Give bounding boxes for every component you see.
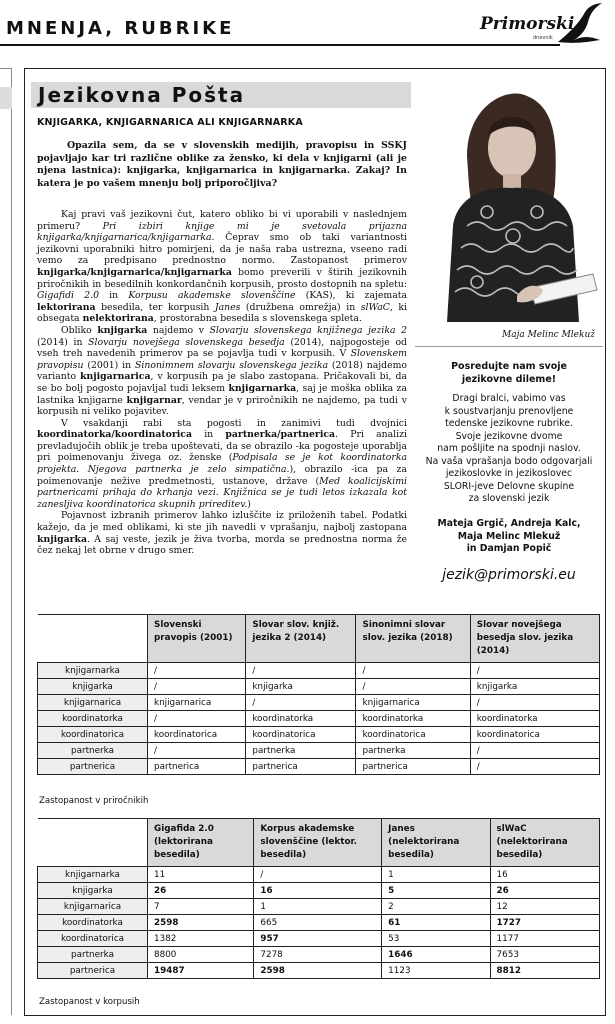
table-header: Gigafida 2.0 (lektorirana besedila)	[148, 819, 254, 867]
table-cell: koordinatorica	[356, 727, 470, 743]
sidebar-invitation: Dragi bralci, vabimo vas k soustvarjanju prenovljene tedenske jezikovne rubrike. Svoje jezikovne dvome nam pošljite na spodnji naslov. Na vaša vprašanja bodo odgovarjali jezikoslovke in jezikoslovec SLORI-jeve Delovne skupine za slovenski jezik	[425, 393, 593, 504]
table-cell: 12	[490, 899, 599, 915]
previous-column-edge	[0, 68, 12, 1015]
table-row	[38, 727, 600, 743]
table-row	[38, 883, 600, 899]
row-label: koordinatorica	[38, 931, 148, 947]
table-cell: 7653	[490, 947, 599, 963]
table-row	[38, 931, 600, 947]
row-label: koordinatorka	[38, 915, 148, 931]
table-cell: partnerica	[356, 759, 470, 775]
table-cell: /	[356, 679, 470, 695]
table-cell: koordinatorka	[356, 711, 470, 727]
row-label: partnerka	[38, 947, 148, 963]
photo-caption: Maja Melinc Mlekuž	[501, 330, 595, 340]
table-cell: 11	[148, 867, 254, 883]
table-cell: 1123	[382, 963, 490, 979]
table-cell: 19487	[148, 963, 254, 979]
row-label: knjigarnarica	[38, 899, 148, 915]
table-cell: partnerka	[246, 743, 356, 759]
table-cell: /	[148, 743, 246, 759]
row-label: partnerka	[38, 743, 148, 759]
table-cell: 2598	[148, 915, 254, 931]
table-cell: 1	[254, 899, 382, 915]
paragraph-1: Kaj pravi vaš jezikovni čut, katero obliko bi vi uporabili v naslednjem primeru? Pri izbiri knjige mi je svetovala prijazna knjigarka/knjigarnarica/knjigarnarka. Čeprav smo ob taki variantnosti jezikovni uporabniki hitro pomirjeni, da je naša raba ustrezna, vseeno radi vemo za predpisano prednostno normo. Zastopanost primerov knjigarka/knjigarnarica/knjigarnarka bomo preverili v štirih jezikovnih priročnikih in besedilnih konkordančnih korpusih, prosto dostopnih na spletu: Gigafidi 2.0 in Korpusu akademske slovenščine (KAS), ki zajemata lektorirana besedila, ter korpusih Janes (družbena omrežja) in slWaC, ki obsegata nelektorirana, prostorabna besedila s slovenskega spleta.	[37, 209, 408, 325]
paragraph-2: Obliko knjigarka najdemo v Slovarju slovenskega knjižnega jezika 2 (2014) in Slovarju novejšega slovenskega besedja (2014), najpogosteje od vseh treh navedenih primerov pa se pojavlja tudi v korpusih. V Slovenskem pravopisu (2001) in Sinonimnem slovarju slovenskega jezika (2018) najdemo varianto knjigarnarica, v korpusih pa je slabo zastopana. Pričakovali bi, da se bo bolj pogosto pojavljal tudi leksem knjigarnarka, saj je moška oblika za lastnika knjigarne knjigarnar, vendar je v priročnikih ne najdemo, pa tudi v korpusih ni veliko pojavitev.	[37, 324, 408, 418]
author-portrait-image	[417, 76, 599, 322]
row-label: knjigarnarka	[38, 867, 148, 883]
table-cell: partnerka	[356, 743, 470, 759]
table-cell: 16	[490, 867, 599, 883]
table-cell: 7	[148, 899, 254, 915]
table-row	[38, 867, 600, 883]
table-row	[38, 695, 600, 711]
handbooks-table	[37, 614, 600, 775]
table-cell: knjigarka	[246, 679, 356, 695]
seagull-icon	[556, 2, 606, 48]
table-cell: 8800	[148, 947, 254, 963]
column-title: Jezikovna Pošta	[38, 83, 246, 107]
table-row	[38, 743, 600, 759]
table-cell: /	[470, 695, 599, 711]
table-cell: 26	[490, 883, 599, 899]
table-cell: knjigarnarica	[356, 695, 470, 711]
article-subheading: KNJIGARKA, KNJIGARNARICA ALI KNJIGARNARKA	[37, 117, 303, 128]
table-cell: koordinatorica	[246, 727, 356, 743]
table-corner	[38, 819, 148, 867]
row-label: knjigarnarka	[38, 663, 148, 679]
table-cell: /	[356, 663, 470, 679]
table-cell: partnerica	[246, 759, 356, 775]
table-header: Slovar slov. knjiž. jezika 2 (2014)	[246, 615, 356, 663]
table-cell: /	[470, 759, 599, 775]
table-cell: 7278	[254, 947, 382, 963]
table-cell: /	[148, 711, 246, 727]
table-row	[38, 915, 600, 931]
table-cell: 5	[382, 883, 490, 899]
table-cell: /	[470, 663, 599, 679]
table-cell: /	[254, 867, 382, 883]
row-label: knjigarka	[38, 679, 148, 695]
header-rule	[0, 44, 560, 46]
table-cell: koordinatorica	[470, 727, 599, 743]
page-header	[0, 0, 615, 50]
table-cell: 1	[382, 867, 490, 883]
table-cell: /	[148, 679, 246, 695]
table-header: Janes (nelektorirana besedila)	[382, 819, 490, 867]
sidebar-heading: Posredujte nam svoje jezikovne dileme!	[451, 361, 567, 385]
table-row	[38, 759, 600, 775]
sidebar-authors: Mateja Grgič, Andreja Kalc, Maja Melinc Mlekuž in Damjan Popič	[437, 518, 581, 554]
table-cell: koordinatorica	[148, 727, 246, 743]
table-cell: 2598	[254, 963, 382, 979]
row-label: knjigarka	[38, 883, 148, 899]
table-row	[38, 663, 600, 679]
table-cell: 1382	[148, 931, 254, 947]
table-cell: /	[246, 695, 356, 711]
table-header: Slovenski pravopis (2001)	[148, 615, 246, 663]
table-cell: knjigarka	[470, 679, 599, 695]
article-body	[37, 209, 407, 557]
table-row	[38, 947, 600, 963]
table-row	[38, 711, 600, 727]
table-corner	[38, 615, 148, 663]
table-cell: 2	[382, 899, 490, 915]
table-cell: 1177	[490, 931, 599, 947]
table-cell: knjigarnarica	[148, 695, 246, 711]
table-cell: 665	[254, 915, 382, 931]
table-cell: 1646	[382, 947, 490, 963]
table-cell: /	[148, 663, 246, 679]
contact-email: jezik@primorski.eu	[442, 567, 576, 583]
table-cell: /	[470, 743, 599, 759]
table-cell: 8812	[490, 963, 599, 979]
table-row	[38, 899, 600, 915]
table-cell: /	[246, 663, 356, 679]
handbooks-table-caption: Zastopanost v priročnikih	[39, 796, 149, 806]
row-label: partnerica	[38, 963, 148, 979]
table-row	[38, 679, 600, 695]
newspaper-logo-subtitle: dnevnik	[533, 35, 553, 41]
section-title: MNENJA, RUBRIKE	[6, 18, 235, 39]
table-cell: 1727	[490, 915, 599, 931]
sidebar-rule	[415, 346, 603, 347]
corpora-table-caption: Zastopanost v korpusih	[39, 997, 140, 1007]
author-photo	[417, 76, 599, 322]
table-cell: 26	[148, 883, 254, 899]
row-label: knjigarnarica	[38, 695, 148, 711]
row-label: koordinatorica	[38, 727, 148, 743]
corpora-table	[37, 818, 600, 979]
newspaper-logo: Primorski	[480, 14, 575, 34]
paragraph-3: V vsakdanji rabi sta pogosti in zanimivi tudi dvojnici koordinatorka/koordinatorica in partnerka/partnerica. Pri analizi prevladujočih oblik je treba upoštevati, da se obrazilo -ka pogosteje uporablja pri poimenovanju živega oz. ženske (Podpisala se je kot koordinatorka projekta. Njegova partnerka je zelo simpatična.), obrazilo -ica pa za poimenovanje nežive predmetnosti, ustanove, države (Med koalicijskimi partnericami prihaja do krhanja vezi. Knjižnica se je tudi letos izkazala kot zanesljiva koordinatorica skupnih prireditev.)	[37, 417, 408, 510]
table-header: Slovar novejšega besedja slov. jezika (2014)	[470, 615, 599, 663]
table-header: slWaC (nelektorirana besedila)	[490, 819, 599, 867]
reader-question: Opazila sem, da se v slovenskih medijih, pravopisu in SSKJ pojavljajo kar tri različne oblike za žensko, ki dela v knjigarni (ali je njena lastnica): knjigarka, knjigarnarica in knjigarnarka. Zakaj? In katera je po vašem mnenju bolj priporočljiva?	[37, 140, 407, 190]
table-cell: 16	[254, 883, 382, 899]
table-cell: 53	[382, 931, 490, 947]
row-label: partnerica	[38, 759, 148, 775]
table-cell: 61	[382, 915, 490, 931]
table-header: Sinonimni slovar slov. jezika (2018)	[356, 615, 470, 663]
table-cell: partnerica	[148, 759, 246, 775]
table-cell: koordinatorka	[246, 711, 356, 727]
paragraph-4: Pojavnost izbranih primerov lahko izluščite iz priloženih tabel. Podatki kažejo, da je med oblikami, ki ste jih navedli v vprašanju, najbolj zastopana knjigarka. A saj veste, jezik je živa tvorba, morda se prednostna norma že čez nekaj let obrne v drugo smer.	[37, 510, 407, 557]
row-label: koordinatorka	[38, 711, 148, 727]
table-cell: 957	[254, 931, 382, 947]
table-header: Korpus akademske slovenščine (lektor. besedila)	[254, 819, 382, 867]
table-cell: koordinatorka	[470, 711, 599, 727]
table-row	[38, 963, 600, 979]
